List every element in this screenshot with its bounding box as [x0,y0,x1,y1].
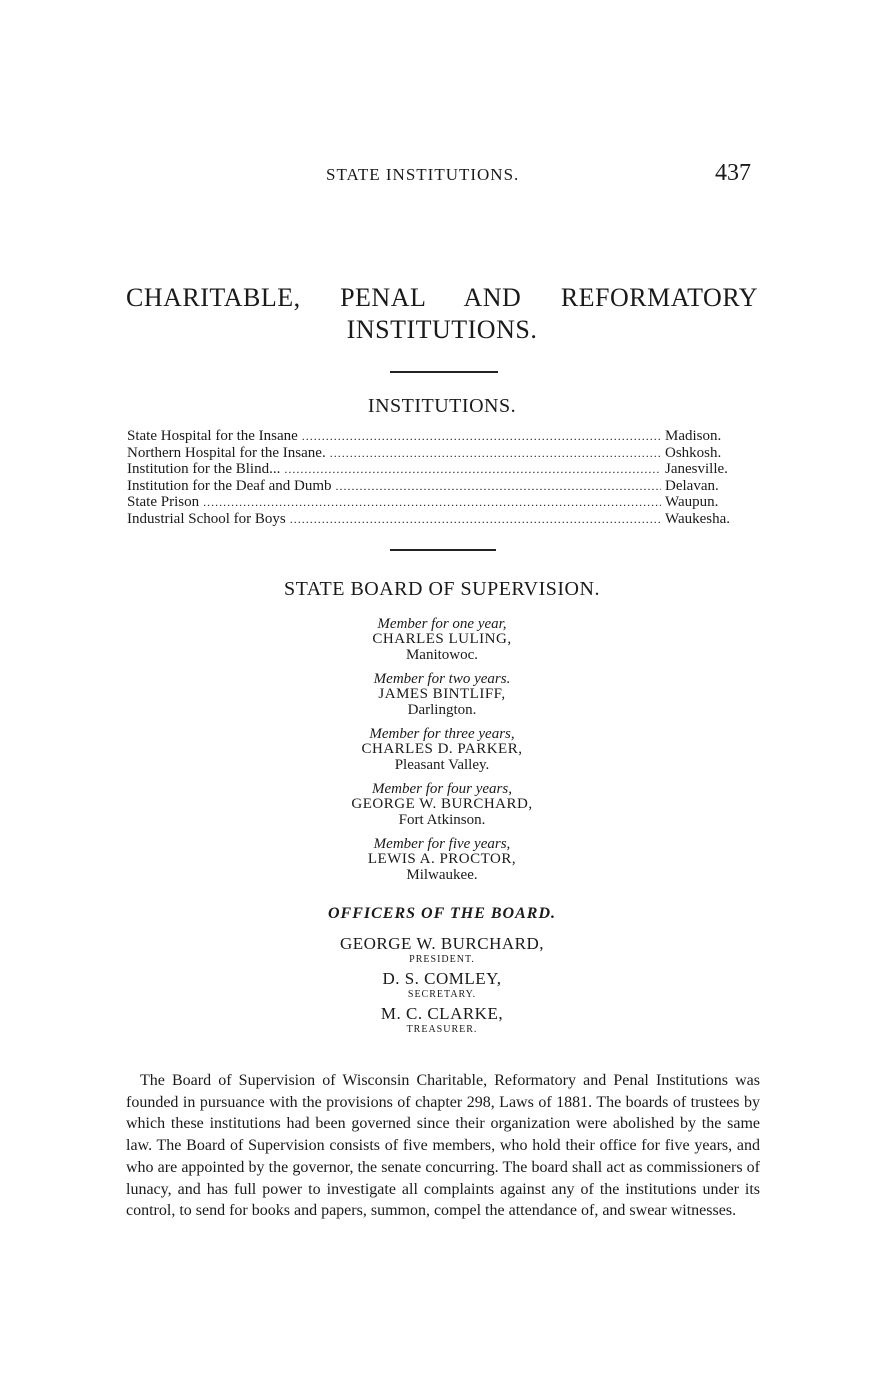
member-term: Member for two years. [373,671,511,687]
member-name: CHARLES D. PARKER, [361,741,523,757]
member-town: Manitowoc. [405,647,479,663]
divider-rule [390,371,498,373]
member-town: Darlington. [407,702,477,718]
institution-row [127,428,759,445]
body-paragraph: The Board of Supervision of Wisconsin Charitable, Reformatory and Penal Institutions was founded in pursuance with the provisions of chapter 298, Laws of 1881. The boards of trustees by which these institutions had been governed since their organization were abolished by the same law. The Board of Supervision consists of five members, who hold their office for five years, and who are appointed by the governor, the senate concurring. The board shall act as commissioners of lunacy, and has full power to investigate all complaints against any of the institutions under its control, to send for books and papers, summon, compel the attendance of, and swear witnesses. [126,1072,760,1220]
member-name: GEORGE W. BURCHARD, [351,796,533,812]
institution-location: Madison. [665,428,722,444]
running-header [0,160,884,195]
member-town: Fort Atkinson. [398,812,486,828]
page-title-line-2: INSTITUTIONS. [346,315,538,344]
member-term: Member for five years, [373,836,511,852]
institution-name: State Prison [127,494,200,511]
member-town: Pleasant Valley. [394,757,490,773]
dot-leader [336,478,661,494]
board-member [0,617,884,664]
member-term: Member for three years, [369,726,515,742]
institution-location: Oshkosh. [665,444,722,461]
institution-name: Industrial School for Boys [127,510,286,527]
institution-location: Waupun. [665,494,719,511]
page-title-line-1: CHARITABLE, PENAL AND REFORMATORY [126,283,758,312]
institution-row [127,511,759,528]
officer-role: PRESIDENT. [409,954,475,965]
member-name: LEWIS A. PROCTOR, [367,851,517,867]
board-member [0,672,884,719]
board-member [0,837,884,884]
board-members [0,617,884,892]
board-member [0,727,884,774]
officer [0,1004,884,1037]
institution-name: Northern Hospital for the Insane. [127,444,326,461]
institution-row [127,478,759,495]
officers-list [0,934,884,1039]
institution-row [127,461,759,478]
board-member [0,782,884,829]
institution-location: Waukesha. [665,510,731,527]
page-number: 437 [715,160,751,186]
officer-name: M. C. CLARKE, [380,1004,504,1023]
member-town: Milwaukee. [406,867,478,883]
institution-name: State Hospital for the Insane [127,428,298,444]
institution-name: Institution for the Deaf and Dumb [127,477,332,494]
institution-row [127,445,759,462]
board-heading: STATE BOARD OF SUPERVISION. [284,578,600,600]
institution-name: Institution for the Blind... [127,461,281,478]
institutions-heading: INSTITUTIONS. [367,395,517,417]
divider-rule [390,549,496,551]
member-name: JAMES BINTLIFF, [378,686,506,702]
officer-role: TREASURER. [406,1024,478,1035]
member-term: Member for four years, [372,781,512,797]
institution-location: Janesville. [665,461,728,478]
dot-leader [302,428,661,444]
officer [0,969,884,1002]
member-name: CHARLES LULING, [372,631,512,647]
officer [0,934,884,967]
officer-name: GEORGE W. BURCHARD, [339,934,545,953]
running-title: STATE INSTITUTIONS. [326,165,520,184]
institution-location: Delavan. [665,477,719,494]
officer-name: D. S. COMLEY, [382,969,502,988]
dot-leader [330,445,661,461]
dot-leader [284,461,661,477]
dot-leader [203,494,661,510]
officer-role: SECRETARY. [407,989,477,1000]
institutions-list [127,428,759,528]
dot-leader [290,511,661,527]
officers-heading: OFFICERS OF THE BOARD. [328,905,556,922]
member-term: Member for one year, [377,616,507,632]
page-title [126,282,758,346]
institution-row [127,494,759,511]
